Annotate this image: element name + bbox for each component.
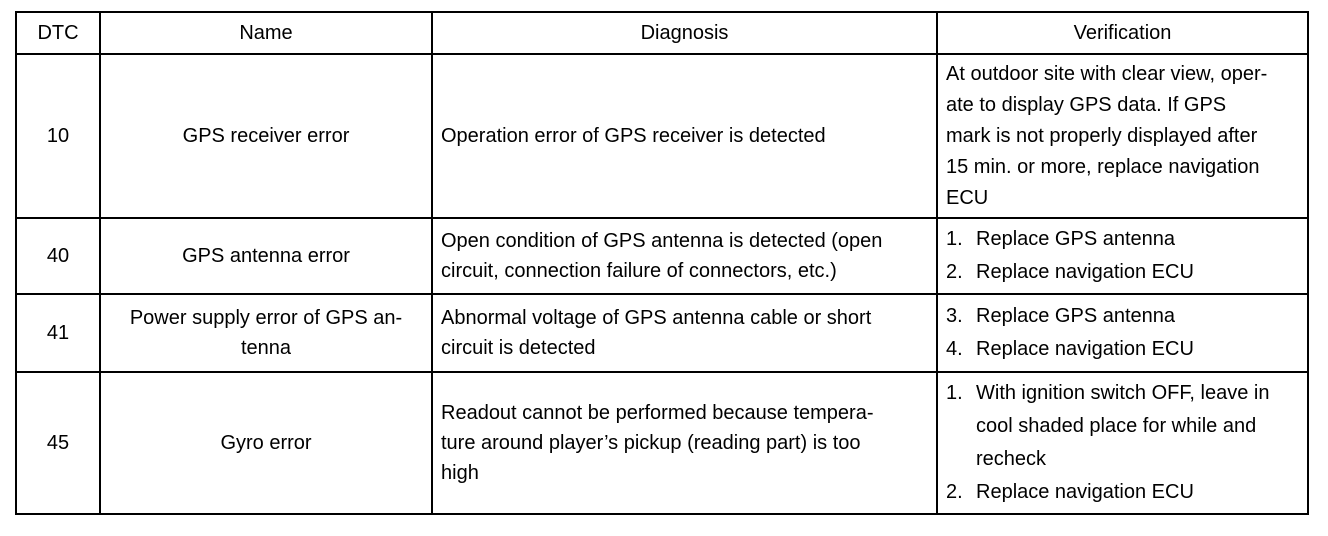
name-line: tenna — [240, 337, 292, 359]
dtc-cell: 40 — [16, 218, 100, 294]
diagnosis-line: Readout cannot be performed because tempera- — [441, 402, 874, 424]
list-item — [946, 377, 1299, 476]
name-line: Power supply error of GPS an- — [129, 307, 403, 329]
verification-line: At outdoor site with clear view, oper- — [946, 62, 1268, 85]
diagnosis-line: Open condition of GPS antenna is detected (open — [441, 230, 883, 252]
table-row — [16, 294, 1308, 372]
dtc-cell: 10 — [16, 54, 100, 218]
dtc-cell: 41 — [16, 294, 100, 372]
verification-list — [946, 223, 1299, 289]
list-text: Replace navigation ECU — [976, 481, 1194, 503]
diagnosis-line: Abnormal voltage of GPS antenna cable or short — [441, 307, 872, 329]
list-item — [946, 476, 1299, 509]
header-dtc: DTC — [16, 12, 100, 54]
verification-line: mark is not properly displayed after — [946, 124, 1258, 147]
name-cell: Gyro error — [100, 372, 432, 514]
diagnosis-cell — [432, 372, 937, 514]
diagnosis-cell — [432, 218, 937, 294]
list-item — [946, 223, 1299, 256]
diagnosis-line: high — [441, 462, 479, 484]
verification-cell — [937, 294, 1308, 372]
list-text: Replace navigation ECU — [976, 338, 1194, 360]
name-cell — [100, 294, 432, 372]
dtc-table — [15, 11, 1309, 515]
verification-list — [946, 300, 1299, 366]
table-row — [16, 372, 1308, 514]
list-number: 1. — [946, 382, 963, 404]
list-text — [976, 377, 1299, 476]
verification-line: ate to display GPS data. If GPS — [946, 93, 1227, 116]
verification-line: ECU — [946, 186, 989, 209]
diagnosis-cell: Operation error of GPS receiver is detected — [432, 54, 937, 218]
verification-cell — [937, 218, 1308, 294]
verification-cell — [937, 372, 1308, 514]
diagnosis-line: circuit, connection failure of connectors, etc.) — [441, 260, 837, 282]
list-text-line: recheck — [976, 448, 1047, 470]
header-row — [16, 12, 1308, 54]
header-name: Name — [100, 12, 432, 54]
header-diagnosis: Diagnosis — [432, 12, 937, 54]
list-number: 4. — [946, 338, 963, 360]
list-number: 2. — [946, 261, 963, 283]
list-item — [946, 256, 1299, 289]
verification-cell — [937, 54, 1308, 218]
verification-list — [946, 377, 1299, 509]
list-text: Replace navigation ECU — [976, 261, 1194, 283]
list-number: 1. — [946, 228, 963, 250]
list-text: Replace GPS antenna — [976, 305, 1176, 327]
diagnosis-line: circuit is detected — [441, 337, 596, 359]
dtc-cell: 45 — [16, 372, 100, 514]
table-row — [16, 54, 1308, 218]
header-verification: Verification — [937, 12, 1308, 54]
list-text-line: cool shaded place for while and — [976, 415, 1257, 437]
table-row — [16, 218, 1308, 294]
name-cell: GPS antenna error — [100, 218, 432, 294]
name-cell: GPS receiver error — [100, 54, 432, 218]
list-item — [946, 333, 1299, 366]
list-number: 2. — [946, 481, 963, 503]
list-text-line: With ignition switch OFF, leave in — [976, 382, 1270, 404]
diagnosis-cell — [432, 294, 937, 372]
list-item — [946, 300, 1299, 333]
verification-line: 15 min. or more, replace navigation — [946, 155, 1260, 178]
list-number: 3. — [946, 305, 963, 327]
diagnosis-line: ture around player’s pickup (reading part) is too — [441, 432, 861, 454]
list-text: Replace GPS antenna — [976, 228, 1176, 250]
